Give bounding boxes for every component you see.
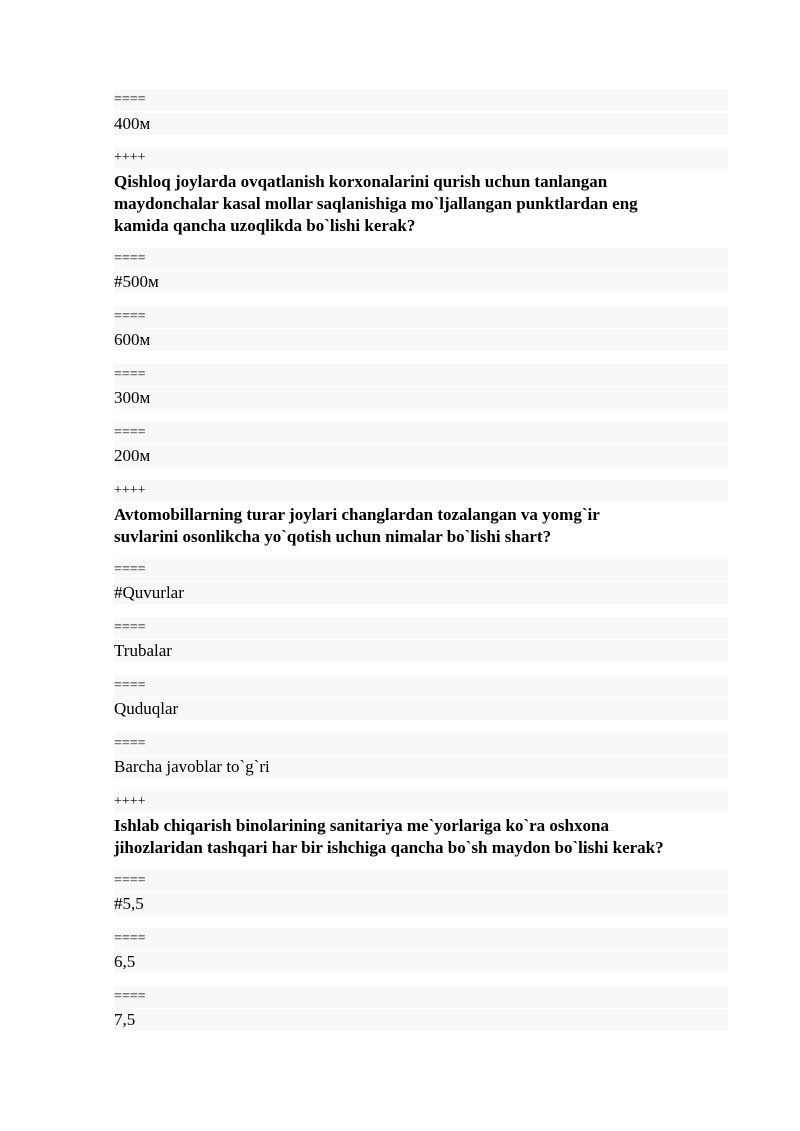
separator-line: ==== [114,617,728,639]
separator-line: ==== [114,986,728,1008]
question-marker: ++++ [114,480,728,502]
question-line: suvlarini osonlikcha yo`qotish uchun nimalar bo`lishi shart? [114,527,552,546]
question-line: Avtomobillarning turar joylari changlardan tozalangan va yomg`ir [114,505,600,524]
answer-option: Barcha javoblar to`g`ri [114,756,728,778]
answer-option: 7,5 [114,1009,728,1031]
question-text [114,815,728,859]
question-marker: ++++ [114,147,728,169]
answer-option-correct: #Quvurlar [114,582,728,604]
separator-line: ==== [114,306,728,328]
answer-option: 300м [114,387,728,409]
answer-option: 400м [114,113,728,135]
answer-option: Quduqlar [114,698,728,720]
answer-option-correct: #500м [114,271,728,293]
answer-option: 200м [114,445,728,467]
separator-line: ==== [114,733,728,755]
question-line: Qishloq joylarda ovqatlanish korxonalarini qurish uchun tanlangan [114,172,608,191]
question-text [114,171,728,237]
question-line: maydonchalar kasal mollar saqlanishiga mo`ljallangan punktlardan eng [114,194,638,213]
question-line: jihozlaridan tashqari har bir ishchiga qancha bo`sh maydon bo`lishi kerak? [114,838,664,857]
separator-line: ==== [114,89,728,111]
question-line: Ishlab chiqarish binolarining sanitariya me`yorlariga ko`ra oshxona [114,816,609,835]
question-line: kamida qancha uzoqlikda bo`lishi kerak? [114,216,416,235]
separator-line: ==== [114,675,728,697]
answer-option: Trubalar [114,640,728,662]
separator-line: ==== [114,364,728,386]
separator-line: ==== [114,928,728,950]
answer-option: 6,5 [114,951,728,973]
answer-option: 600м [114,329,728,351]
separator-line: ==== [114,422,728,444]
separator-line: ==== [114,248,728,270]
question-marker: ++++ [114,791,728,813]
answer-option-correct: #5,5 [114,893,728,915]
separator-line: ==== [114,559,728,581]
separator-line: ==== [114,870,728,892]
question-text [114,504,728,548]
